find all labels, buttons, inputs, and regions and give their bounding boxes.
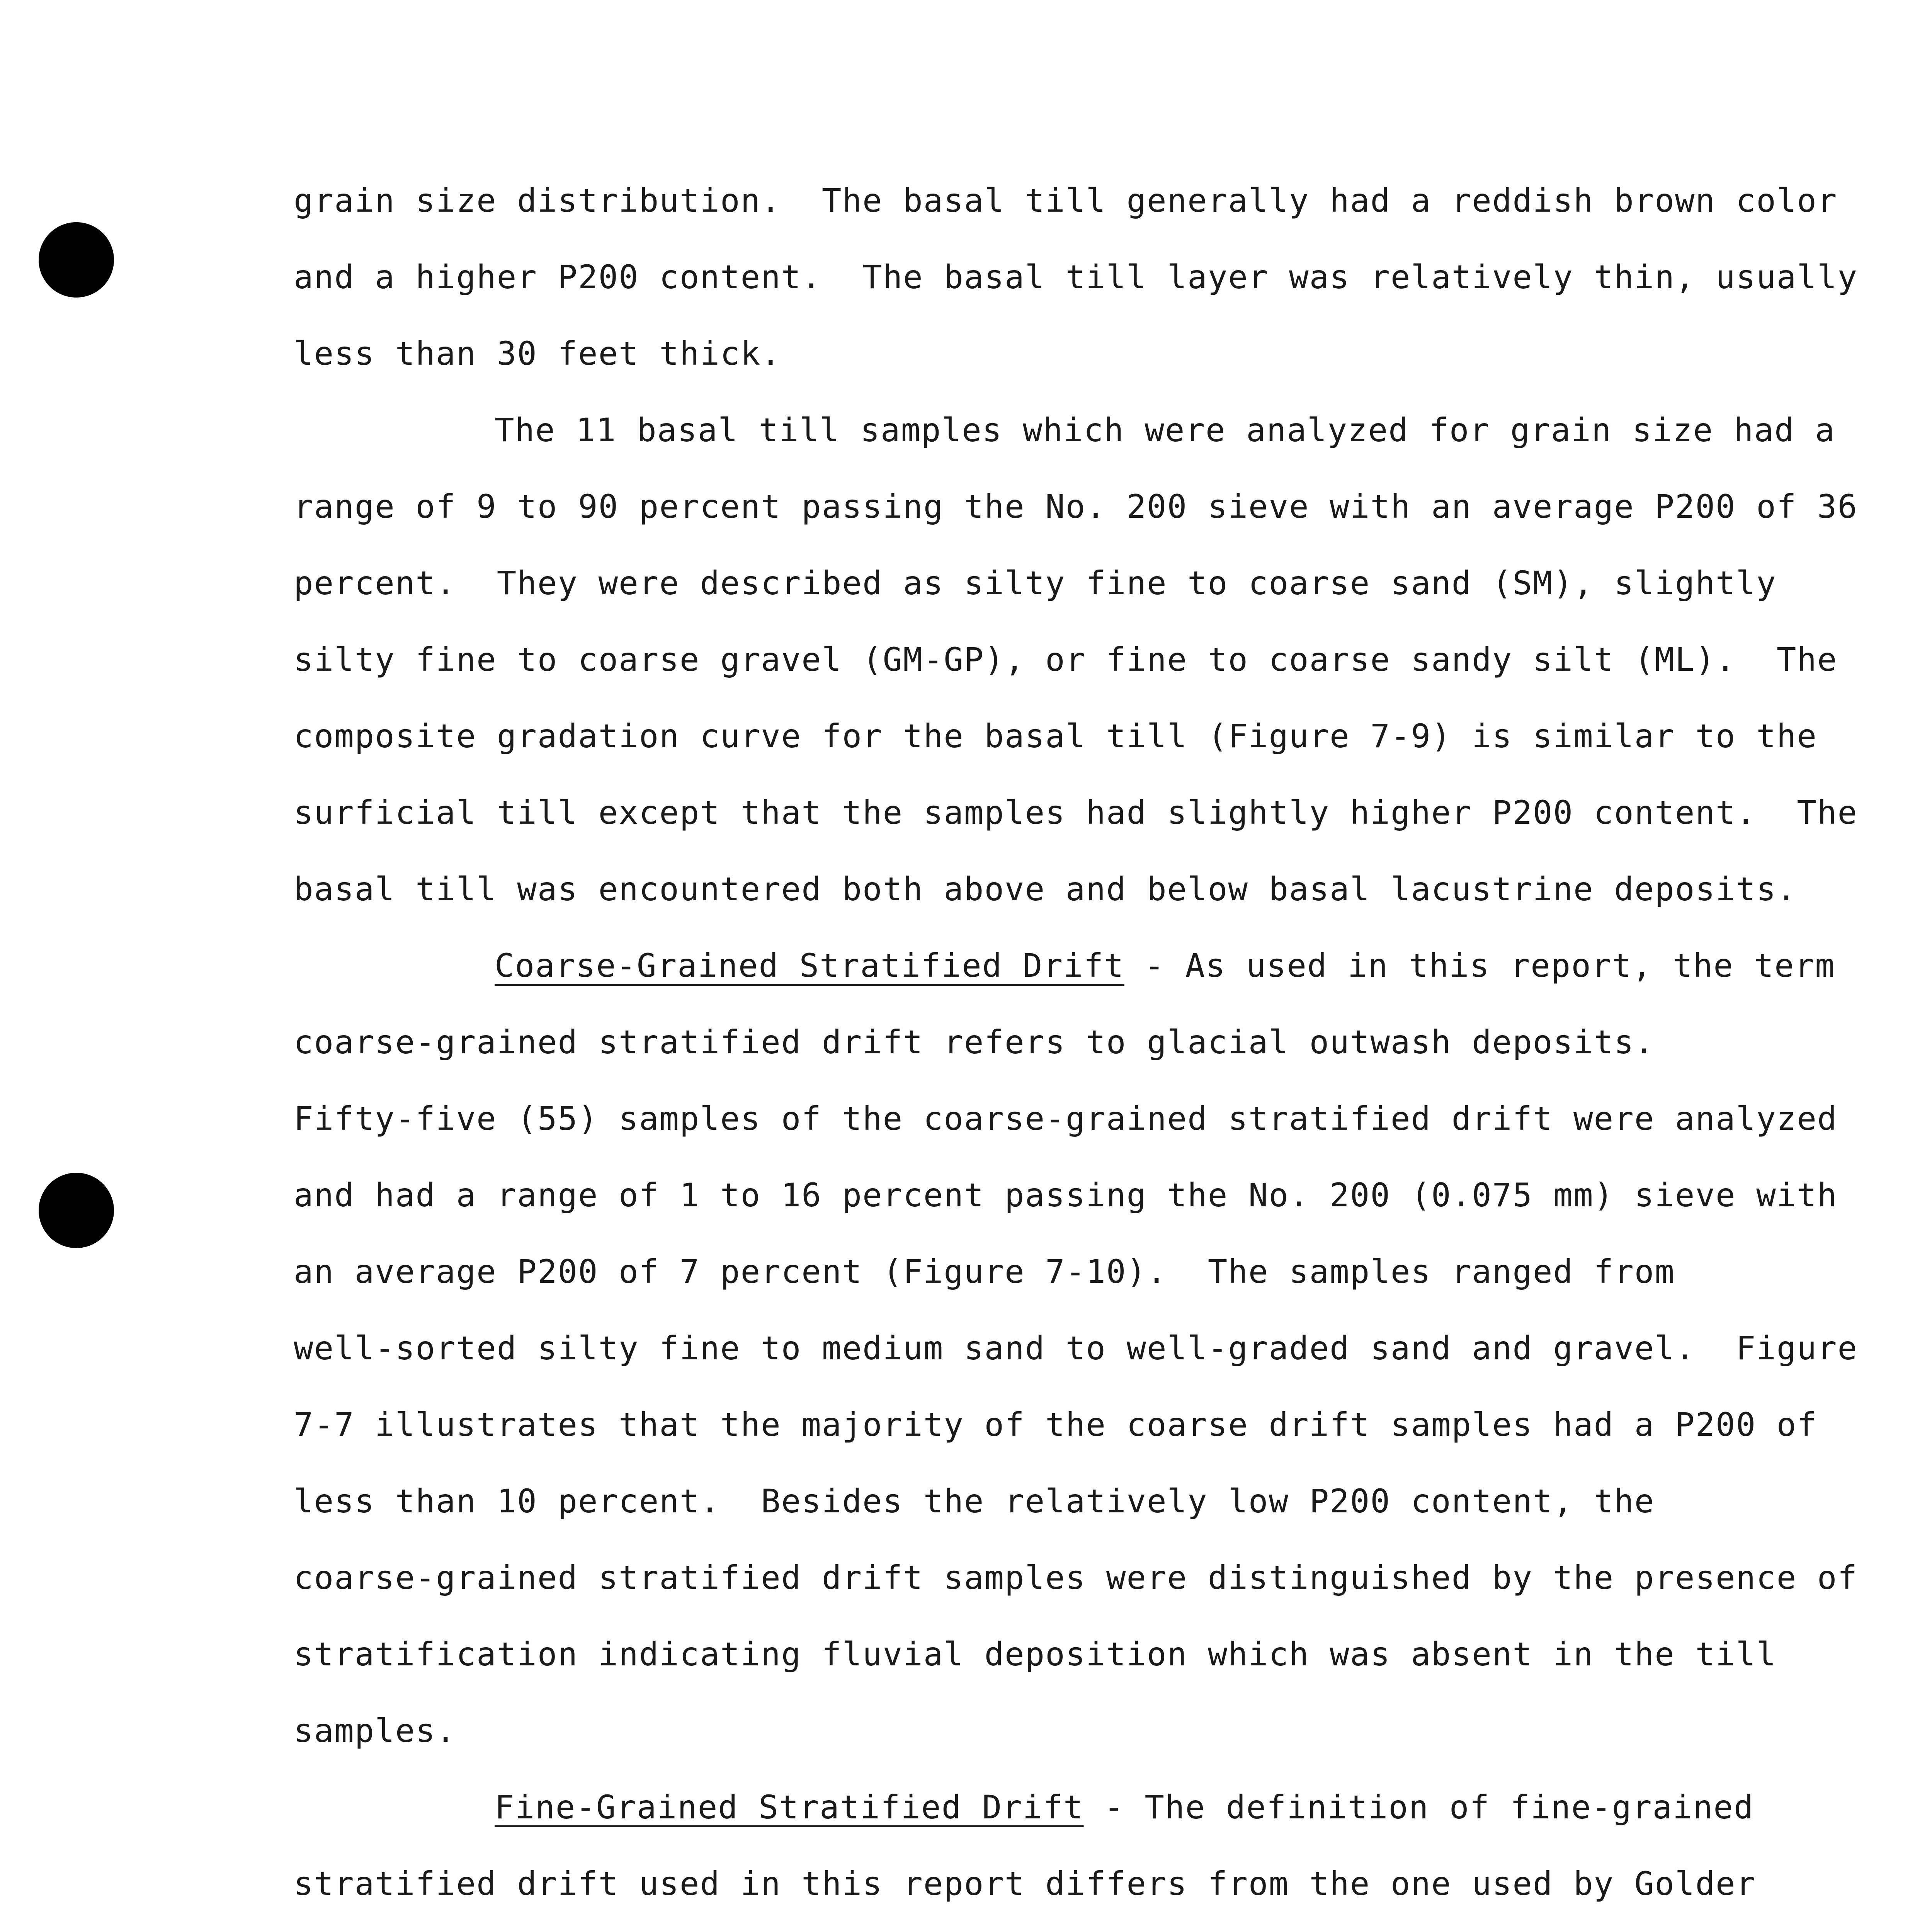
text-line: and had a range of 1 to 16 percent passing the No. 200 (0.075 mm) sieve with [294, 1176, 1838, 1214]
text-line: samples. [294, 1712, 456, 1750]
paragraph-2 [294, 392, 1858, 927]
text-line: The 11 basal till samples which were analyzed for grain size had a [495, 411, 1835, 449]
text-line: less than 30 feet thick. [294, 335, 781, 372]
text-line: composite gradation curve for the basal till (Figure 7-9) is similar to the [294, 717, 1817, 755]
text-line: coarse-grained stratified drift refers to glacial outwash deposits. [294, 1023, 1655, 1061]
text-line [294, 1769, 1801, 1845]
heading-continuation: - The definition of fine-grained [1083, 1788, 1754, 1826]
text-line: and a higher P200 content. The basal till layer was relatively thin, usually [294, 258, 1858, 296]
punch-hole-middle [39, 1173, 114, 1248]
text-line: percent. They were described as silty fine to coarse sand (SM), slightly [294, 564, 1777, 602]
text-line: an average P200 of 7 percent (Figure 7-10). The samples ranged from [294, 1253, 1675, 1291]
text-line: surficial till except that the samples had slightly higher P200 content. The [294, 794, 1858, 832]
section-heading: Fine-Grained Stratified Drift [495, 1788, 1084, 1826]
paragraph-coarse-grained-stratified-drift [294, 927, 1858, 1769]
text-line: Fifty-five (55) samples of the coarse-grained stratified drift were analyzed [294, 1100, 1838, 1138]
paragraph-fine-grained-stratified-drift [294, 1769, 1801, 1932]
heading-continuation: - As used in this report, the term [1124, 947, 1835, 985]
text-line: grain size distribution. The basal till generally had a reddish brown color [294, 182, 1838, 219]
text-line: less than 10 percent. Besides the relatively low P200 content, the [294, 1482, 1655, 1520]
section-heading: Coarse-Grained Stratified Drift [495, 947, 1124, 985]
text-line [294, 927, 1835, 1004]
text-line: range of 9 to 90 percent passing the No. 200 sieve with an average P200 of 36 [294, 488, 1858, 526]
document-page [294, 162, 1858, 1932]
punch-hole-top [39, 222, 114, 298]
text-line [294, 1922, 1801, 1932]
text-line: stratification indicating fluvial deposition which was absent in the till [294, 1635, 1777, 1673]
text-line: silty fine to coarse gravel (GM-GP), or fine to coarse sandy silt (ML). The [294, 641, 1838, 679]
text-line: 7-7 illustrates that the majority of the coarse drift samples had a P200 of [294, 1406, 1817, 1444]
text-line: basal till was encountered both above and below basal lacustrine deposits. [294, 870, 1797, 908]
text-line: stratified drift used in this report differs from the one used by Golder [294, 1865, 1757, 1903]
paragraph-1 [294, 162, 1858, 392]
text-line: coarse-grained stratified drift samples were distinguished by the presence of [294, 1559, 1858, 1597]
text-line: well-sorted silty fine to medium sand to well-graded sand and gravel. Figure [294, 1329, 1858, 1367]
